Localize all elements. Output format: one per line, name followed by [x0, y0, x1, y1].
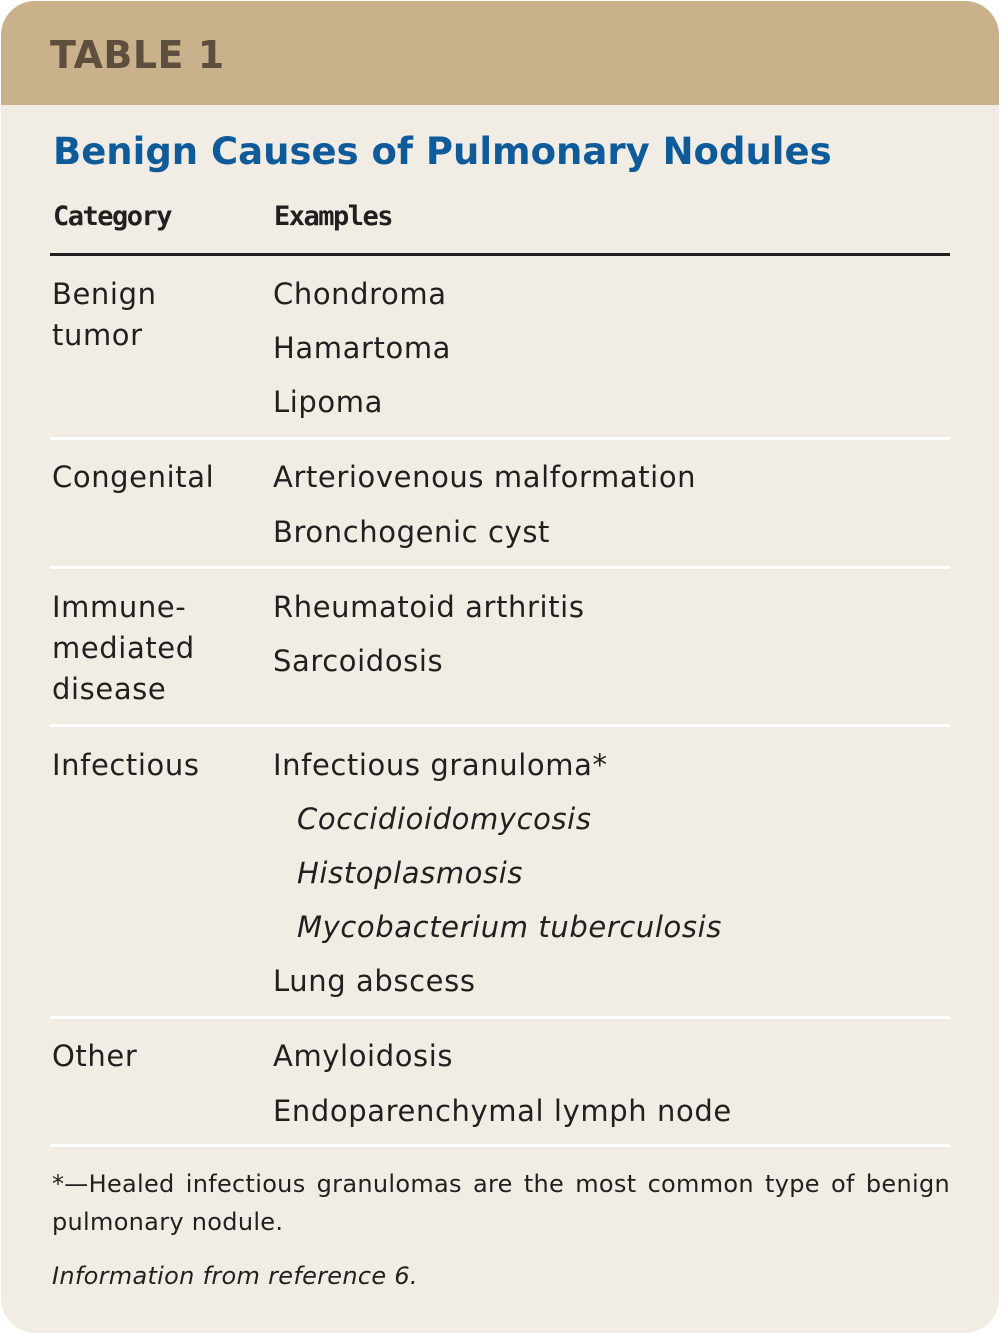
category-line: Immune- [52, 590, 187, 624]
example-item: Hamartoma [273, 331, 452, 365]
example-subitem: Coccidioidomycosis [297, 802, 592, 836]
category-line: Other [52, 1039, 138, 1073]
example-item: Sarcoidosis [273, 644, 444, 678]
category-line: mediated [52, 631, 195, 665]
category-cell [52, 745, 252, 786]
example-item: Lipoma [273, 385, 383, 419]
row-divider [50, 566, 950, 569]
column-header-examples: Examples [274, 201, 393, 232]
category-line: tumor [52, 318, 143, 352]
table-footnote: *—Healed infectious granulomas are the most common type of benign pulmonary nodule. [52, 1170, 950, 1236]
category-line: disease [52, 672, 167, 706]
row-divider [50, 1144, 950, 1147]
table-number-label: TABLE 1 [50, 33, 225, 77]
example-item: Chondroma [273, 277, 447, 311]
row-divider [50, 724, 950, 727]
example-subitem: Histoplasmosis [297, 856, 524, 890]
category-cell [52, 274, 252, 356]
category-cell [52, 457, 252, 498]
example-subitem: Mycobacterium tuberculosis [297, 910, 722, 944]
example-item: Endoparenchymal lymph node [273, 1094, 732, 1128]
table-card [1, 1, 999, 1333]
category-line: Infectious [52, 748, 200, 782]
example-item: Arteriovenous malformation [273, 460, 697, 494]
example-item: Bronchogenic cyst [273, 515, 551, 549]
category-line: Congenital [52, 460, 215, 494]
example-item: Infectious granuloma* [273, 748, 608, 782]
row-divider [50, 1016, 950, 1019]
row-divider [50, 437, 950, 440]
example-item: Amyloidosis [273, 1039, 454, 1073]
table-banner [1, 1, 999, 105]
category-cell [52, 587, 252, 710]
example-item: Rheumatoid arthritis [273, 590, 585, 624]
table-title: Benign Causes of Pulmonary Nodules [53, 130, 832, 173]
category-cell [52, 1036, 252, 1077]
table-source-note: Information from reference 6. [52, 1262, 418, 1290]
example-item: Lung abscess [273, 964, 476, 998]
header-divider [50, 253, 950, 256]
column-header-category: Category [53, 201, 172, 232]
category-line: Benign [52, 277, 157, 311]
